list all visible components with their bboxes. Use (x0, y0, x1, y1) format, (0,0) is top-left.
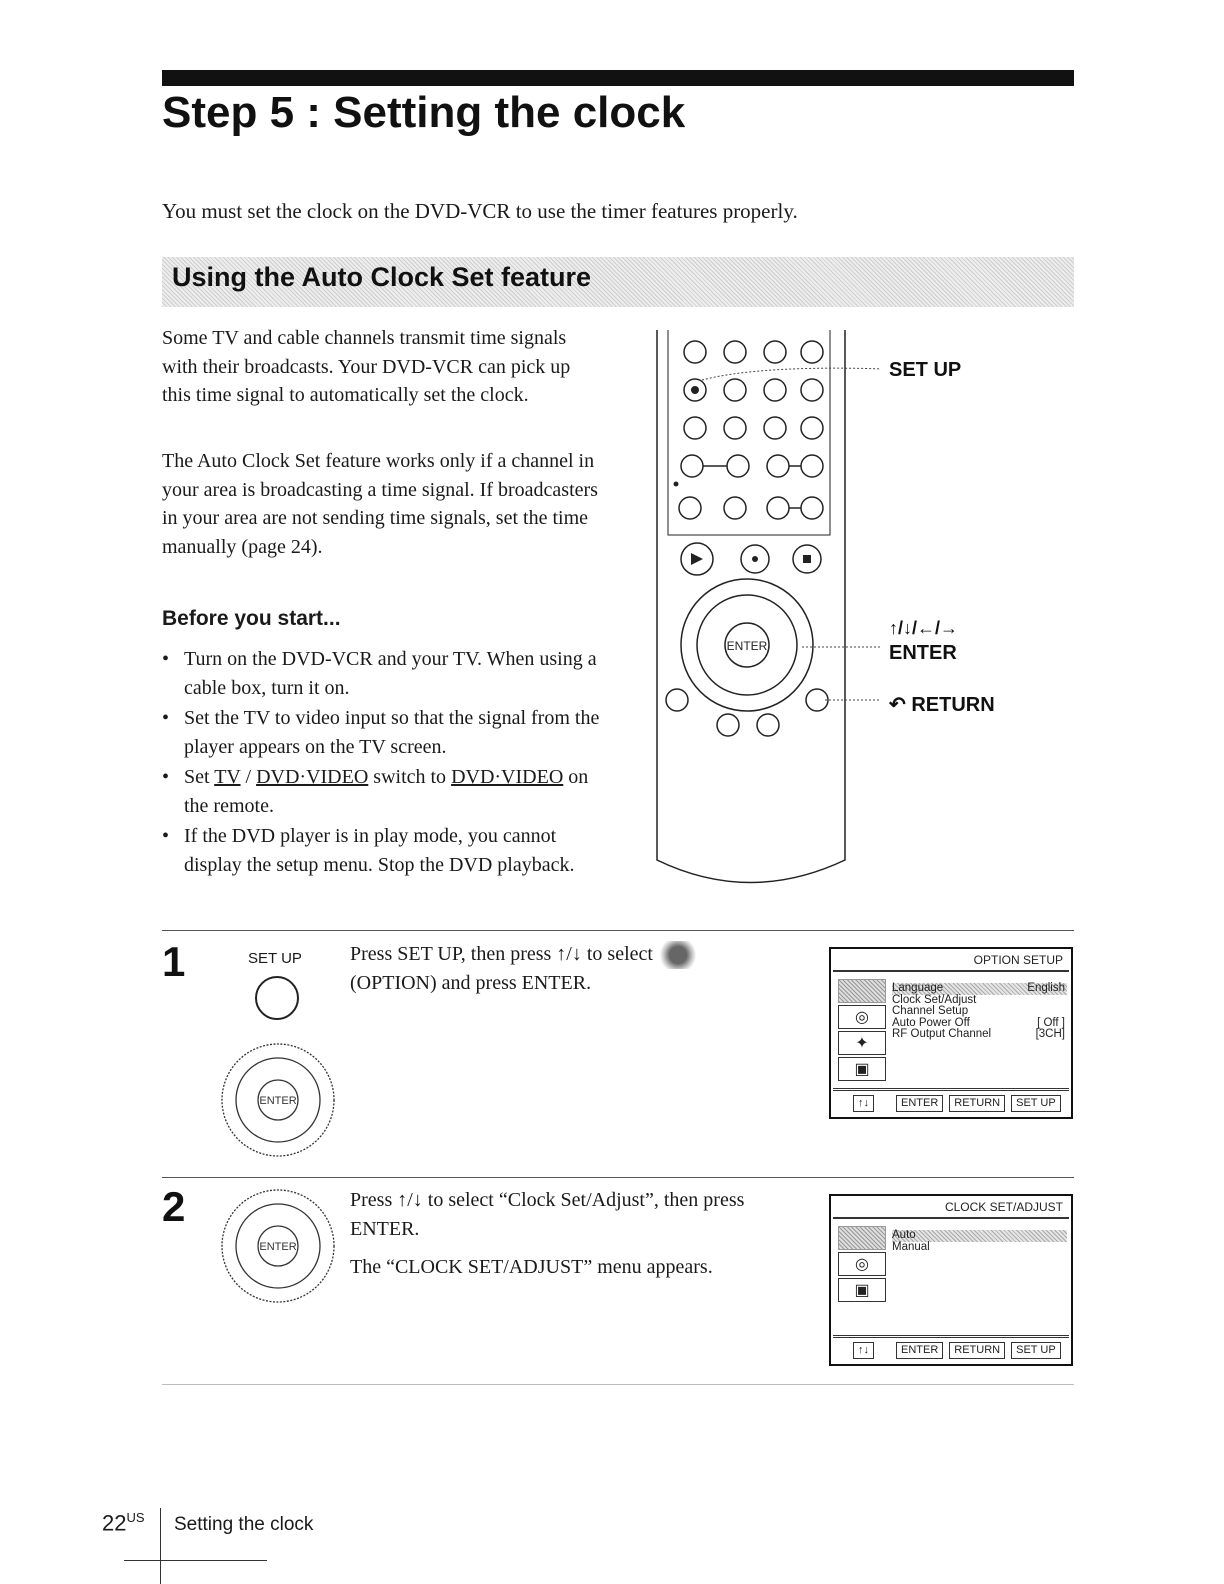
menu-divider (833, 970, 1069, 972)
switch-label-dvd-video: DVD·VIDEO (256, 766, 369, 788)
intro-text: You must set the clock on the DVD-VCR to use the timer features properly. (162, 199, 798, 223)
step-1-number: 1 (162, 938, 186, 985)
picture-icon: ▣ (838, 1057, 886, 1081)
arrow-keys-hint: ↑↓ (853, 1095, 874, 1112)
menu-items (892, 1230, 1067, 1253)
enter-hint: ENTER (896, 1342, 943, 1359)
page-number (102, 1510, 145, 1536)
enter-key-label: ENTER (726, 639, 768, 653)
menu-item-label: Channel Setup (892, 1005, 969, 1017)
menu-item-rf-output[interactable] (892, 1029, 1067, 1041)
menu-divider (833, 1217, 1069, 1219)
menu-item-value: [ Off ] (1037, 1016, 1065, 1029)
option-setup-menu (829, 947, 1073, 1119)
menu-items (892, 983, 1067, 1041)
setup-hint: SET UP (1011, 1342, 1061, 1359)
paragraph-1: Some TV and cable channels transmit time signals with their broadcasts. Your DVD-VCR can pick up this time signal to automatically set the clock. (162, 327, 571, 406)
arrow-keys-hint: ↑↓ (853, 1342, 874, 1359)
page-number-value: 22 (102, 1510, 127, 1536)
step-2-number: 2 (162, 1183, 186, 1230)
step-divider (162, 1177, 1074, 1178)
setup-button-icon (248, 968, 308, 1028)
list-item-text: Set the TV to video input so that the signal from the player appears on the TV screen. (184, 707, 600, 758)
step-1-text-b: (OPTION) and press ENTER. (350, 972, 592, 995)
remote-control-illustration (640, 325, 880, 900)
list-item-text: switch to (368, 766, 452, 788)
callout-enter: ENTER (889, 642, 957, 664)
disc-icon: ◎ (838, 1005, 886, 1029)
list-item: • Set the TV to video input so that the signal from the player appears on the TV screen. (162, 704, 612, 761)
option-icon (838, 1226, 886, 1250)
step-2-text (350, 1186, 800, 1282)
menu-item-value: English (1027, 982, 1065, 994)
menu-footer (833, 1335, 1069, 1362)
switch-label-tv: TV (214, 766, 241, 788)
enter-key-label: ENTER (259, 1241, 297, 1253)
return-hint: RETURN (949, 1095, 1005, 1112)
step-divider (162, 930, 1074, 931)
return-icon: ↶ (889, 694, 912, 716)
picture-icon: ▣ (838, 1278, 886, 1302)
enter-key-label: ENTER (259, 1095, 297, 1107)
page-number-suffix: US (126, 1510, 145, 1525)
clock-set-adjust-menu (829, 1194, 1073, 1366)
list-item-text: Turn on the DVD-VCR and your TV. When using a cable box, turn it on. (184, 648, 597, 699)
list-item: • Set TV / DVD·VIDEO switch to DVD·VIDEO on the remote. (162, 766, 589, 817)
paragraph-2: The Auto Clock Set feature works only if a channel in your area is broadcasting a time signal. If broadcasters in your area are not sending time signals, set the time manually (page 24). (162, 450, 598, 558)
menu-item-label: Language (892, 982, 944, 994)
step-2-text-2: The “CLOCK SET/ADJUST” menu appears. (350, 1256, 713, 1278)
list-item-text: If the DVD player is in play mode, you cannot display the setup menu. Stop the DVD playback. (184, 825, 575, 876)
section-title: Using the Auto Clock Set feature (172, 262, 592, 292)
option-icon (838, 979, 886, 1003)
list-item-text: on the remote. (184, 766, 589, 817)
step-2-text-1: Press ↑/↓ to select “Clock Set/Adjust”, then press ENTER. (350, 1189, 745, 1240)
callout-return (889, 692, 995, 717)
setup-hint: SET UP (1011, 1095, 1061, 1112)
step-1-text-a: Press SET UP, then press ↑/↓ to select (350, 943, 653, 965)
menu-title: OPTION SETUP (973, 953, 1063, 967)
setup-button-label: SET UP (248, 950, 302, 967)
callout-setup: SET UP (889, 359, 962, 381)
option-icon (658, 941, 698, 969)
top-rule (162, 70, 1074, 86)
menu-item-value: [3CH] (1035, 1028, 1065, 1040)
menu-icon-column (838, 979, 888, 1083)
footer-section-title: Setting the clock (174, 1514, 314, 1535)
return-hint: RETURN (949, 1342, 1005, 1359)
menu-footer (833, 1088, 1069, 1115)
dpad-enter-icon (218, 1188, 338, 1306)
satellite-icon: ✦ (838, 1031, 886, 1055)
menu-icon-column (838, 1226, 888, 1304)
section-end-rule (162, 1384, 1074, 1385)
disc-icon: ◎ (838, 1252, 886, 1276)
list-item-text: / (240, 766, 257, 788)
list-item-text: Set (184, 766, 215, 788)
menu-item-manual[interactable] (892, 1242, 1067, 1254)
switch-label-dvd-video: DVD·VIDEO (451, 766, 564, 788)
list-item: • If the DVD player is in play mode, you cannot display the setup menu. Stop the DVD playback. (162, 822, 612, 879)
footer-rule (124, 1560, 267, 1561)
callout-arrows: ↑/↓/←/→ (889, 618, 959, 638)
list-item: • Turn on the DVD-VCR and your TV. When using a cable box, turn it on. (162, 645, 612, 702)
footer-divider (160, 1508, 161, 1584)
prerequisite-list (162, 645, 612, 881)
callout-return-label: RETURN (911, 694, 995, 716)
enter-hint: ENTER (896, 1095, 943, 1112)
menu-item-label: Clock Set/Adjust (892, 993, 977, 1006)
page-title: Step 5 : Setting the clock (162, 88, 686, 137)
before-heading: Before you start... (162, 607, 341, 630)
menu-item-label: Auto Power Off (892, 1016, 970, 1029)
menu-item-label: Manual (892, 1240, 930, 1253)
dpad-enter-icon (218, 1042, 338, 1160)
menu-item-label: Auto (892, 1229, 916, 1241)
menu-item-label: RF Output Channel (892, 1028, 992, 1040)
menu-title: CLOCK SET/ADJUST (944, 1200, 1063, 1214)
step-1-text (350, 940, 800, 998)
